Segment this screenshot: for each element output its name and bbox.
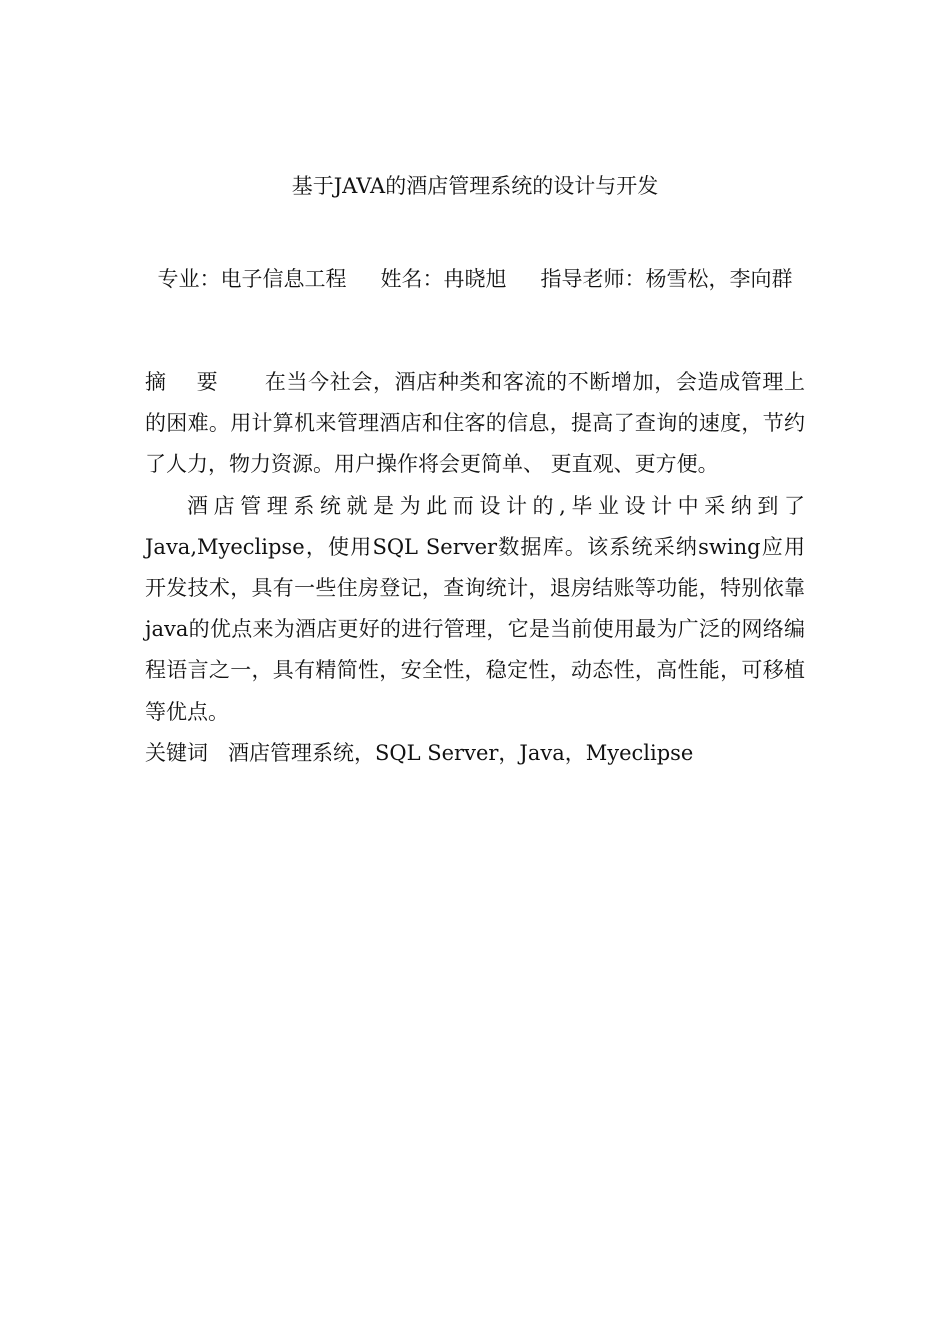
advisor-text: 指导老师：杨雪松，李向群 <box>540 267 793 291</box>
major-text: 专业：电子信息工程 <box>157 267 347 291</box>
author-info <box>145 258 805 300</box>
page-title: 基于JAVA的酒店管理系统的设计与开发 <box>291 174 659 198</box>
abstract-section <box>145 362 805 774</box>
abstract-paragraph-2: 酒店管理系统就是为此而设计的,毕业设计中采纳到了Java,Myeclipse，使用SQL Server数据库。该系统采纳swing应用开发技术，具有一些住房登记，查询统计，退房结账等功能，特别依靠java的优点来为酒店更好的进行管理，它是当前使用最为广泛的网络编程语言之一，具有精简性，安全性，稳定性，动态性，高性能，可移植等优点。 <box>145 493 805 724</box>
keywords-text: 酒店管理系统，SQL Server，Java，Myeclipse <box>228 740 694 765</box>
abstract-text-1: 在当今社会，酒店种类和客流的不断增加，会造成管理上的困难。用计算机来管理酒店和住客的信息，提高了查询的速度，节约了人力，物力资源。用户操作将会更简单、 更直观、更方便。 <box>145 370 806 477</box>
name-text: 姓名：冉晓旭 <box>380 267 507 291</box>
keywords-line <box>145 733 805 774</box>
abstract-label: 摘要 <box>145 370 249 394</box>
abstract-paragraph-1 <box>145 362 805 486</box>
keywords-label: 关键词 <box>145 740 208 765</box>
